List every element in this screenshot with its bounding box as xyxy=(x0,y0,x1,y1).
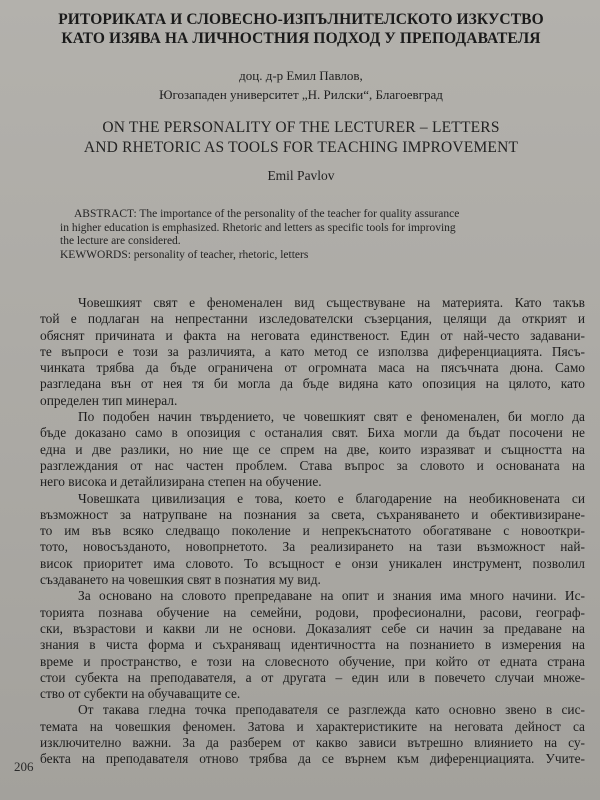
abstract-block xyxy=(60,208,580,262)
body-line: Човешката цивилизация е това, което е благодарение на необикновената си xyxy=(78,490,585,506)
article-body xyxy=(40,295,585,768)
body-line: За основано на словото препредаване на опит и знания има много начини. Ис- xyxy=(78,588,585,604)
body-line: тото, новосъзданото, новопрнетото. За реализирането на тази възможност най- xyxy=(40,539,585,555)
page-number: 206 xyxy=(14,759,34,774)
title-en-line-1: ON THE PERSONALITY OF THE LECTURER – LETTERS xyxy=(102,119,500,136)
body-line: чинката трябва да бъде ограничена от огромната маса на пясъчната дюна. Само xyxy=(40,360,585,376)
body-line: ски, възрастови и какви ли не основи. Доказалият себе си начин за предаване на xyxy=(40,620,585,636)
body-line: то им във всяко следващо поколение и непрекъснатото обогатяване с новооткри- xyxy=(40,523,585,539)
body-line: определен тип минерал. xyxy=(40,392,178,408)
body-line: знания в чиста форма и съхраняващ идентичността на познанието в измерения на xyxy=(40,637,585,653)
body-line: изключително важни. За да разберем от какво зависи вътрешно влиянието на су- xyxy=(40,735,585,751)
body-line: разгледана вън от нея тя би могла да бъде видяна като опозиция на цялото, като xyxy=(40,376,585,392)
body-line: По подобен начин твърдението, че човешкият свят е феноменален, би могло да xyxy=(78,409,585,425)
body-line: бекта на преподавателя отново трябва да се върнем към диференциацията. Учите- xyxy=(40,751,585,767)
keywords-line: KEWWORDS: personality of teacher, rhetoric, letters xyxy=(60,248,309,261)
body-line: бъде доказано само в опозиция с останалия свят. Биха могли да бъдат посочени не xyxy=(40,425,585,441)
body-line: темата на човешкия феномен. Затова и характеристиките на неговата дейност са xyxy=(40,718,585,734)
body-line: те въпроси е този за различията, а като метод се използва диференциацията. Пясъ- xyxy=(40,343,585,359)
body-line: висок приоритет има словото. То всъщност е онзи уникален инструмент, позволил xyxy=(40,555,585,571)
body-line: ство от субекти на обучаващите се. xyxy=(40,686,241,702)
body-line: От такава гледна точка преподавателя се разглежда като основно звено в сис- xyxy=(78,702,585,718)
body-line: той е подлаган на непрестанни изследователски съзерцания, целящи да открият и xyxy=(40,311,585,327)
body-line: разглеждания от нас частен проблем. Става въпрос за словото и основаната на xyxy=(40,457,585,473)
body-line: стои субекта на преподавателя, а от другата – един или в повечето случаи множе- xyxy=(40,669,585,685)
body-line: създаването на човешкия свят в познатия му вид. xyxy=(40,572,321,588)
body-line: Човешкият свят е феноменален вид съществуване на материята. Като такъв xyxy=(78,295,585,310)
body-line: торията познава обучение на семейни, родови, професионални, расови, географ- xyxy=(40,604,585,620)
abstract-line: ABSTRACT: The importance of the personality of the teacher for quality assurance xyxy=(74,208,460,220)
title-bg-line-1: РИТОРИКАТА И СЛОВЕСНО-ИЗПЪЛНИТЕЛСКОТО ИЗКУСТВО xyxy=(58,11,544,28)
body-line: обяснят причината и факта на неговата единственост. Един от най-често задавани- xyxy=(40,327,585,343)
body-line: него висока и детайлизирана степен на обучение. xyxy=(40,474,322,490)
title-bg-line-2: КАТО ИЗЯВА НА ЛИЧНОСТНИЯ ПОДХОД У ПРЕПОДАВАТЕЛЯ xyxy=(61,30,541,47)
author-name-bg: доц. д-р Емил Павлов, xyxy=(239,68,363,83)
body-line: време и пространство, е този на словесното обучение, при който от едната страна xyxy=(40,653,585,669)
author-affiliation-bg: Югозападен университет „Н. Рилски“, Благоевград xyxy=(159,87,443,102)
author-name-en: Emil Pavlov xyxy=(267,168,335,183)
abstract-line: the lecture are considered. xyxy=(60,235,181,247)
body-line: една и две разлики, но ние ще се спрем на две, които изразяват и същността на xyxy=(40,441,585,457)
article-title-en xyxy=(24,118,578,158)
title-en-line-2: AND RHETORIC AS TOOLS FOR TEACHING IMPROVEMENT xyxy=(83,139,519,156)
body-line: възможност за натрупване на познания за света, съхраняването и обективизиране- xyxy=(40,506,585,522)
author-block-bg xyxy=(24,66,578,104)
abstract-line: in higher education is emphasized. Rhetoric and letters as specific tools for improving xyxy=(60,221,456,234)
article-title-bg xyxy=(24,10,578,48)
